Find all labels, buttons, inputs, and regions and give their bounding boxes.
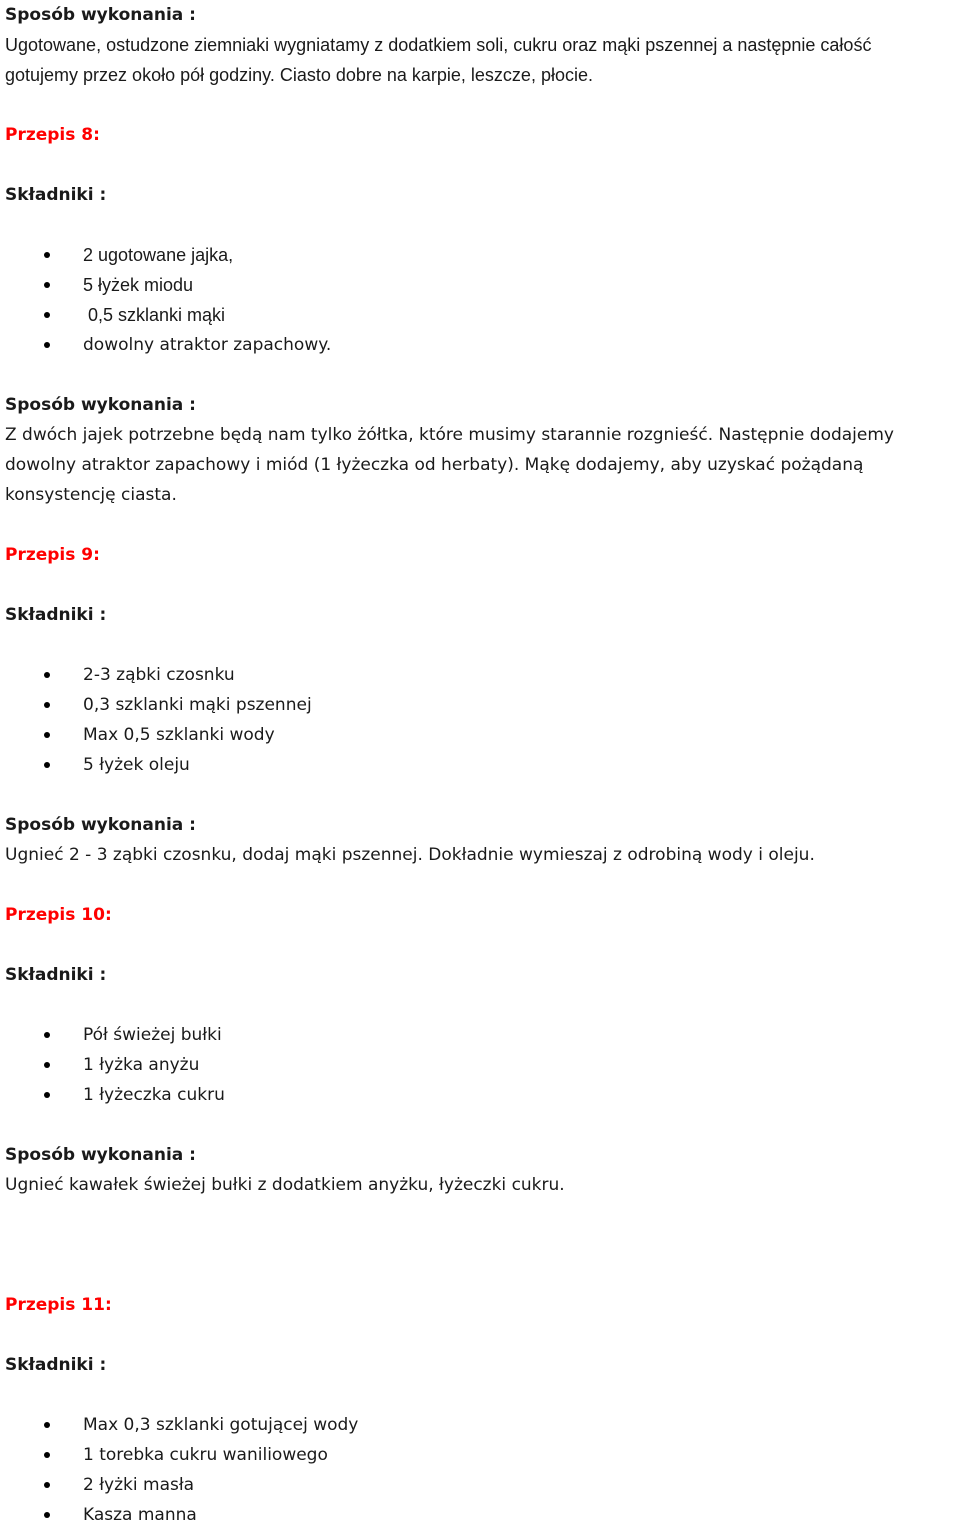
bullet-icon — [44, 1032, 50, 1038]
bullet-icon — [44, 672, 50, 678]
bullet-icon — [44, 1092, 50, 1098]
bullet-icon — [44, 312, 50, 318]
bullet-icon — [44, 702, 50, 708]
method-heading: Sposób wykonania : — [5, 1145, 196, 1165]
list-item: 0,5 szklanki mąki — [5, 300, 960, 330]
ingredients-heading — [5, 1350, 960, 1380]
ingredients-heading — [5, 600, 960, 630]
method-text-line: Ugnieć kawałek świeżej bułki z dodatkiem anyżku, łyżeczki cukru. — [5, 1175, 565, 1195]
ingredients-list — [5, 1020, 960, 1110]
list-item: Kasza manna — [5, 1500, 960, 1530]
spacer — [5, 510, 960, 540]
list-item: Pół świeżej bułki — [5, 1020, 960, 1050]
method-heading: Sposób wykonania : — [5, 395, 196, 415]
spacer — [5, 630, 960, 660]
bullet-icon — [44, 1422, 50, 1428]
bullet-icon — [44, 1512, 50, 1518]
ingredients-heading — [5, 180, 960, 210]
spacer — [5, 1380, 960, 1410]
recipe-title: Przepis 11: — [5, 1295, 112, 1315]
spacer — [5, 870, 960, 900]
document-page — [5, 0, 960, 1530]
list-item: Max 0,3 szklanki gotującej wody — [5, 1410, 960, 1440]
list-item: 2 ugotowane jajka, — [5, 240, 960, 270]
bullet-icon — [44, 1452, 50, 1458]
spacer — [5, 150, 960, 180]
spacer — [5, 1200, 960, 1230]
ingredients-label: Składniki : — [5, 185, 107, 205]
method-text-line: gotujemy przez około pół godziny. Ciasto dobre na karpie, leszcze, płocie. — [5, 65, 593, 85]
spacer — [5, 570, 960, 600]
method-heading: Sposób wykonania : — [5, 5, 196, 25]
method-text-line: konsystencję ciasta. — [5, 485, 177, 505]
bullet-icon — [44, 342, 50, 348]
list-item: 5 łyżek miodu — [5, 270, 960, 300]
ingredients-label: Składniki : — [5, 605, 107, 625]
spacer — [5, 930, 960, 960]
list-item: 0,3 szklanki mąki pszennej — [5, 690, 960, 720]
spacer — [5, 1320, 960, 1350]
list-item: 1 łyżka anyżu — [5, 1050, 960, 1080]
spacer — [5, 1230, 960, 1260]
spacer — [5, 90, 960, 120]
ingredients-label: Składniki : — [5, 965, 107, 985]
recipe-title: Przepis 8: — [5, 125, 100, 145]
method-text-line: dowolny atraktor zapachowy i miód (1 łyżeczka od herbaty). Mąkę dodajemy, aby uzyskać pożądaną — [5, 455, 864, 475]
bullet-icon — [44, 732, 50, 738]
bullet-icon — [44, 282, 50, 288]
method-text-line: Ugnieć 2 - 3 ząbki czosnku, dodaj mąki pszennej. Dokładnie wymieszaj z odrobiną wody i oleju. — [5, 845, 815, 865]
ingredients-list — [5, 240, 960, 360]
bullet-icon — [44, 1482, 50, 1488]
spacer — [5, 990, 960, 1020]
method-text-line: Z dwóch jajek potrzebne będą nam tylko żółtka, które musimy starannie rozgnieść. Następnie dodajemy — [5, 425, 894, 445]
list-item: 1 torebka cukru waniliowego — [5, 1440, 960, 1470]
spacer — [5, 210, 960, 240]
list-item: 2-3 ząbki czosnku — [5, 660, 960, 690]
ingredients-label: Składniki : — [5, 1355, 107, 1375]
spacer — [5, 360, 960, 390]
bullet-icon — [44, 1062, 50, 1068]
ingredients-list — [5, 1410, 960, 1530]
bullet-icon — [44, 762, 50, 768]
spacer — [5, 780, 960, 810]
ingredients-list — [5, 660, 960, 780]
recipe-title: Przepis 9: — [5, 545, 100, 565]
ingredients-heading — [5, 960, 960, 990]
spacer — [5, 1260, 960, 1290]
list-item: dowolny atraktor zapachowy. — [5, 330, 960, 360]
method-text-line: Ugotowane, ostudzone ziemniaki wygniatamy z dodatkiem soli, cukru oraz mąki pszennej a następnie całość — [5, 35, 872, 55]
spacer — [5, 1110, 960, 1140]
bullet-icon — [44, 252, 50, 258]
list-item: 5 łyżek oleju — [5, 750, 960, 780]
list-item: Max 0,5 szklanki wody — [5, 720, 960, 750]
method-heading: Sposób wykonania : — [5, 815, 196, 835]
list-item: 1 łyżeczka cukru — [5, 1080, 960, 1110]
list-item: 2 łyżki masła — [5, 1470, 960, 1500]
recipe-title: Przepis 10: — [5, 905, 112, 925]
